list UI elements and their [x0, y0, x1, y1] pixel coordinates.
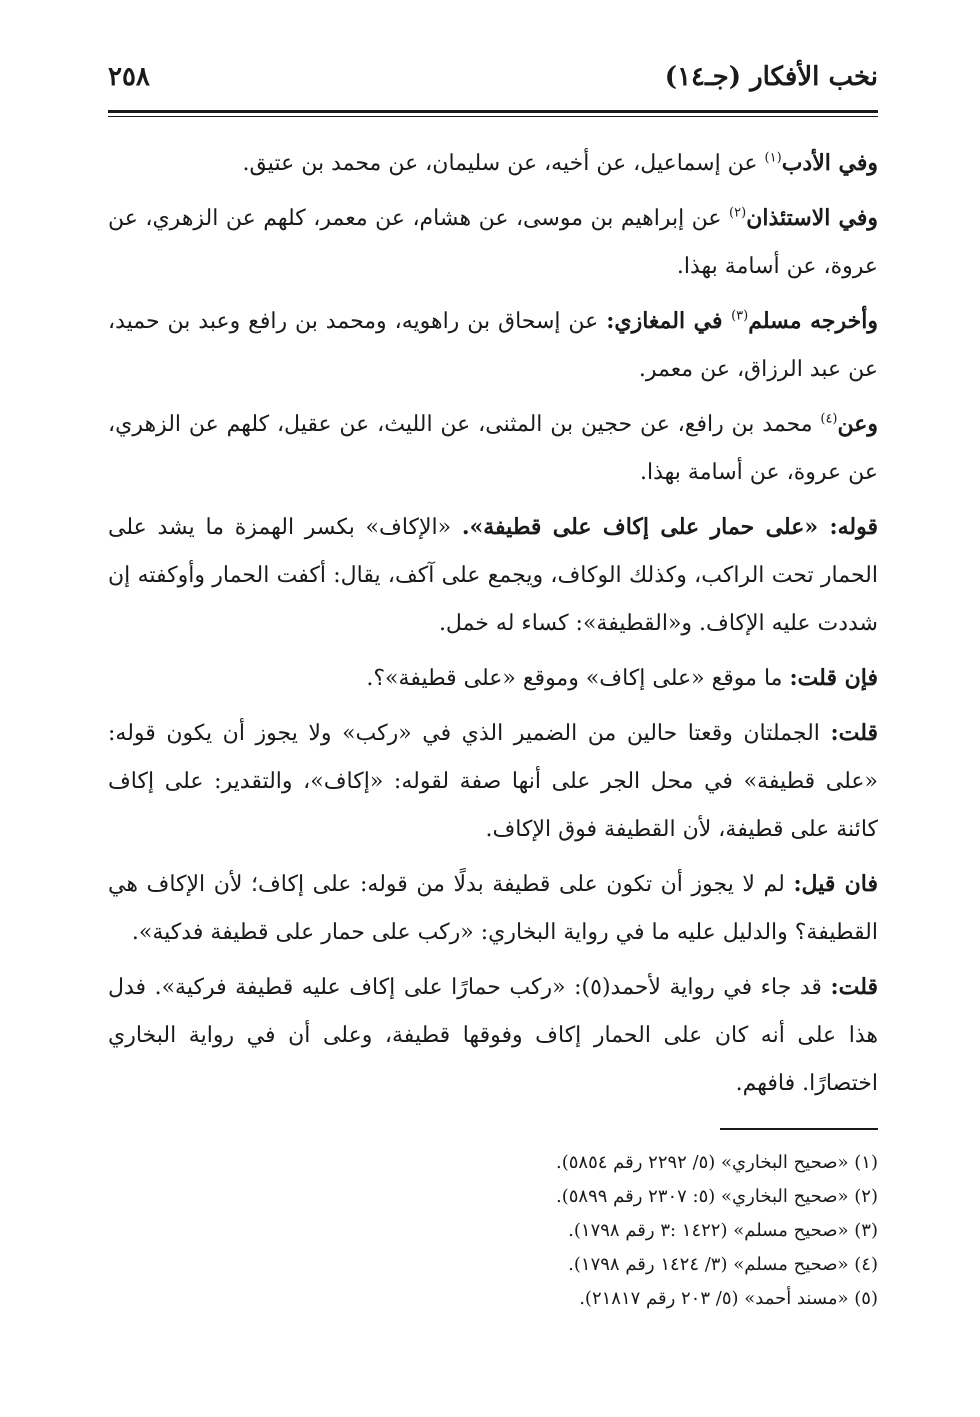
footnote: (٢) «صحيح البخاري» (٥: ٢٣٠٧ رقم ٥٨٩٩).	[556, 1186, 878, 1207]
book-page	[108, 62, 878, 1316]
paragraph	[108, 963, 878, 1108]
paragraph-text: عن إسحاق بن راهويه، ومحمد بن رافع وعبد بن حميد، عن عبد الرزاق، عن معمر.	[108, 309, 878, 382]
paragraph-text: «الإكاف» بكسر الهمزة ما يشد على الحمار تحت الراكب، وكذلك الوكاف، ويجمع على آكف، يقال: أكفت الحمار وأوكفته إن شددت عليه الإكاف. و«القطيفة»: كساء له خمل.	[108, 515, 878, 636]
paragraph	[108, 297, 878, 394]
paragraph-lead: وفي الاستئذان	[746, 205, 879, 231]
page-number: ٢٥٨	[108, 62, 150, 92]
footnote: (٤) «صحيح مسلم» (٣/ ١٤٢٤ رقم ١٧٩٨).	[568, 1254, 878, 1275]
paragraph	[108, 709, 878, 854]
header-rule-thin	[108, 116, 878, 117]
paragraph	[108, 503, 878, 648]
paragraph-lead: فان قيل:	[793, 871, 878, 897]
paragraph-text: عن إبراهيم بن موسى، عن هشام، عن معمر، كلهم عن الزهري، عن عروة، عن أسامة بهذا.	[108, 206, 878, 279]
paragraph	[108, 860, 878, 957]
paragraph-lead: قلت:	[830, 974, 879, 1000]
footnote: (١) «صحيح البخاري» (٥/ ٢٢٩٢ رقم ٥٨٥٤).	[556, 1152, 878, 1173]
running-header	[108, 62, 878, 108]
header-rule-thick	[108, 110, 878, 113]
paragraph-lead: وأخرجه مسلم	[748, 308, 878, 334]
paragraph-lead: فإن قلت:	[789, 665, 878, 691]
paragraph-text: عن إسماعيل، عن أخيه، عن سليمان، عن محمد بن عتيق.	[242, 151, 765, 176]
footnote: (٥) «مسند أحمد» (٥/ ٢٠٣ رقم ٢١٨١٧).	[579, 1288, 878, 1309]
paragraph-text: محمد بن رافع، عن حجين بن المثنى، عن الليث، عن عقيل، كلهم عن الزهري، عن عروة، عن أسامة بهذا.	[108, 412, 878, 485]
footnote-ref: (١)	[764, 150, 782, 166]
footnote: (٣) «صحيح مسلم» (١٤٢٢ :٣ رقم ١٧٩٨).	[568, 1220, 878, 1241]
main-text	[108, 139, 878, 1108]
paragraph-text: لم لا يجوز أن تكون على قطيفة بدلًا من قوله: على إكاف؛ لأن الإكاف هي القطيفة؟ والدليل عليه ما في رواية البخاري: «ركب على حمار على قطيفة فدكية».	[108, 872, 878, 945]
footnote-separator	[720, 1128, 878, 1130]
paragraph	[108, 194, 878, 291]
paragraph	[108, 400, 878, 497]
footnotes	[108, 1146, 878, 1316]
running-title: نخب الأفكار (جـ١٤)	[664, 62, 878, 92]
paragraph-text: الجملتان وقعتا حالين من الضمير الذي في «ركب» ولا يجوز أن يكون قوله: «على قطيفة» في محل الجر على أنها صفة لقوله: «إكاف»، والتقدير: على إكاف كائنة على قطيفة، لأن القطيفة فوق الإكاف.	[108, 721, 878, 842]
footnote-ref: (٤)	[820, 411, 838, 427]
footnote-ref: (٣)	[731, 308, 749, 324]
paragraph-lead: وفي الأدب	[781, 150, 878, 176]
paragraph-text: ما موقع «على إكاف» وموقع «على قطيفة»؟.	[366, 666, 790, 691]
footnote-ref: (٢)	[729, 205, 747, 221]
paragraph-text: قد جاء في رواية لأحمد(٥): «ركب حمارًا على إكاف عليه قطيفة فركية». فدل هذا على أنه كان على الحمار إكاف وفوقها قطيفة، وعلى أن في رواية البخاري اختصارًا. فافهم.	[108, 975, 878, 1096]
paragraph-lead: قلت:	[830, 720, 878, 746]
paragraph-lead: وعن	[837, 411, 878, 437]
paragraph-lead: قوله: «على حمار على إكاف على قطيفة».	[461, 514, 878, 540]
paragraph	[108, 139, 878, 188]
paragraph	[108, 654, 878, 703]
paragraph-lead-secondary: في المغازي:	[606, 308, 732, 334]
